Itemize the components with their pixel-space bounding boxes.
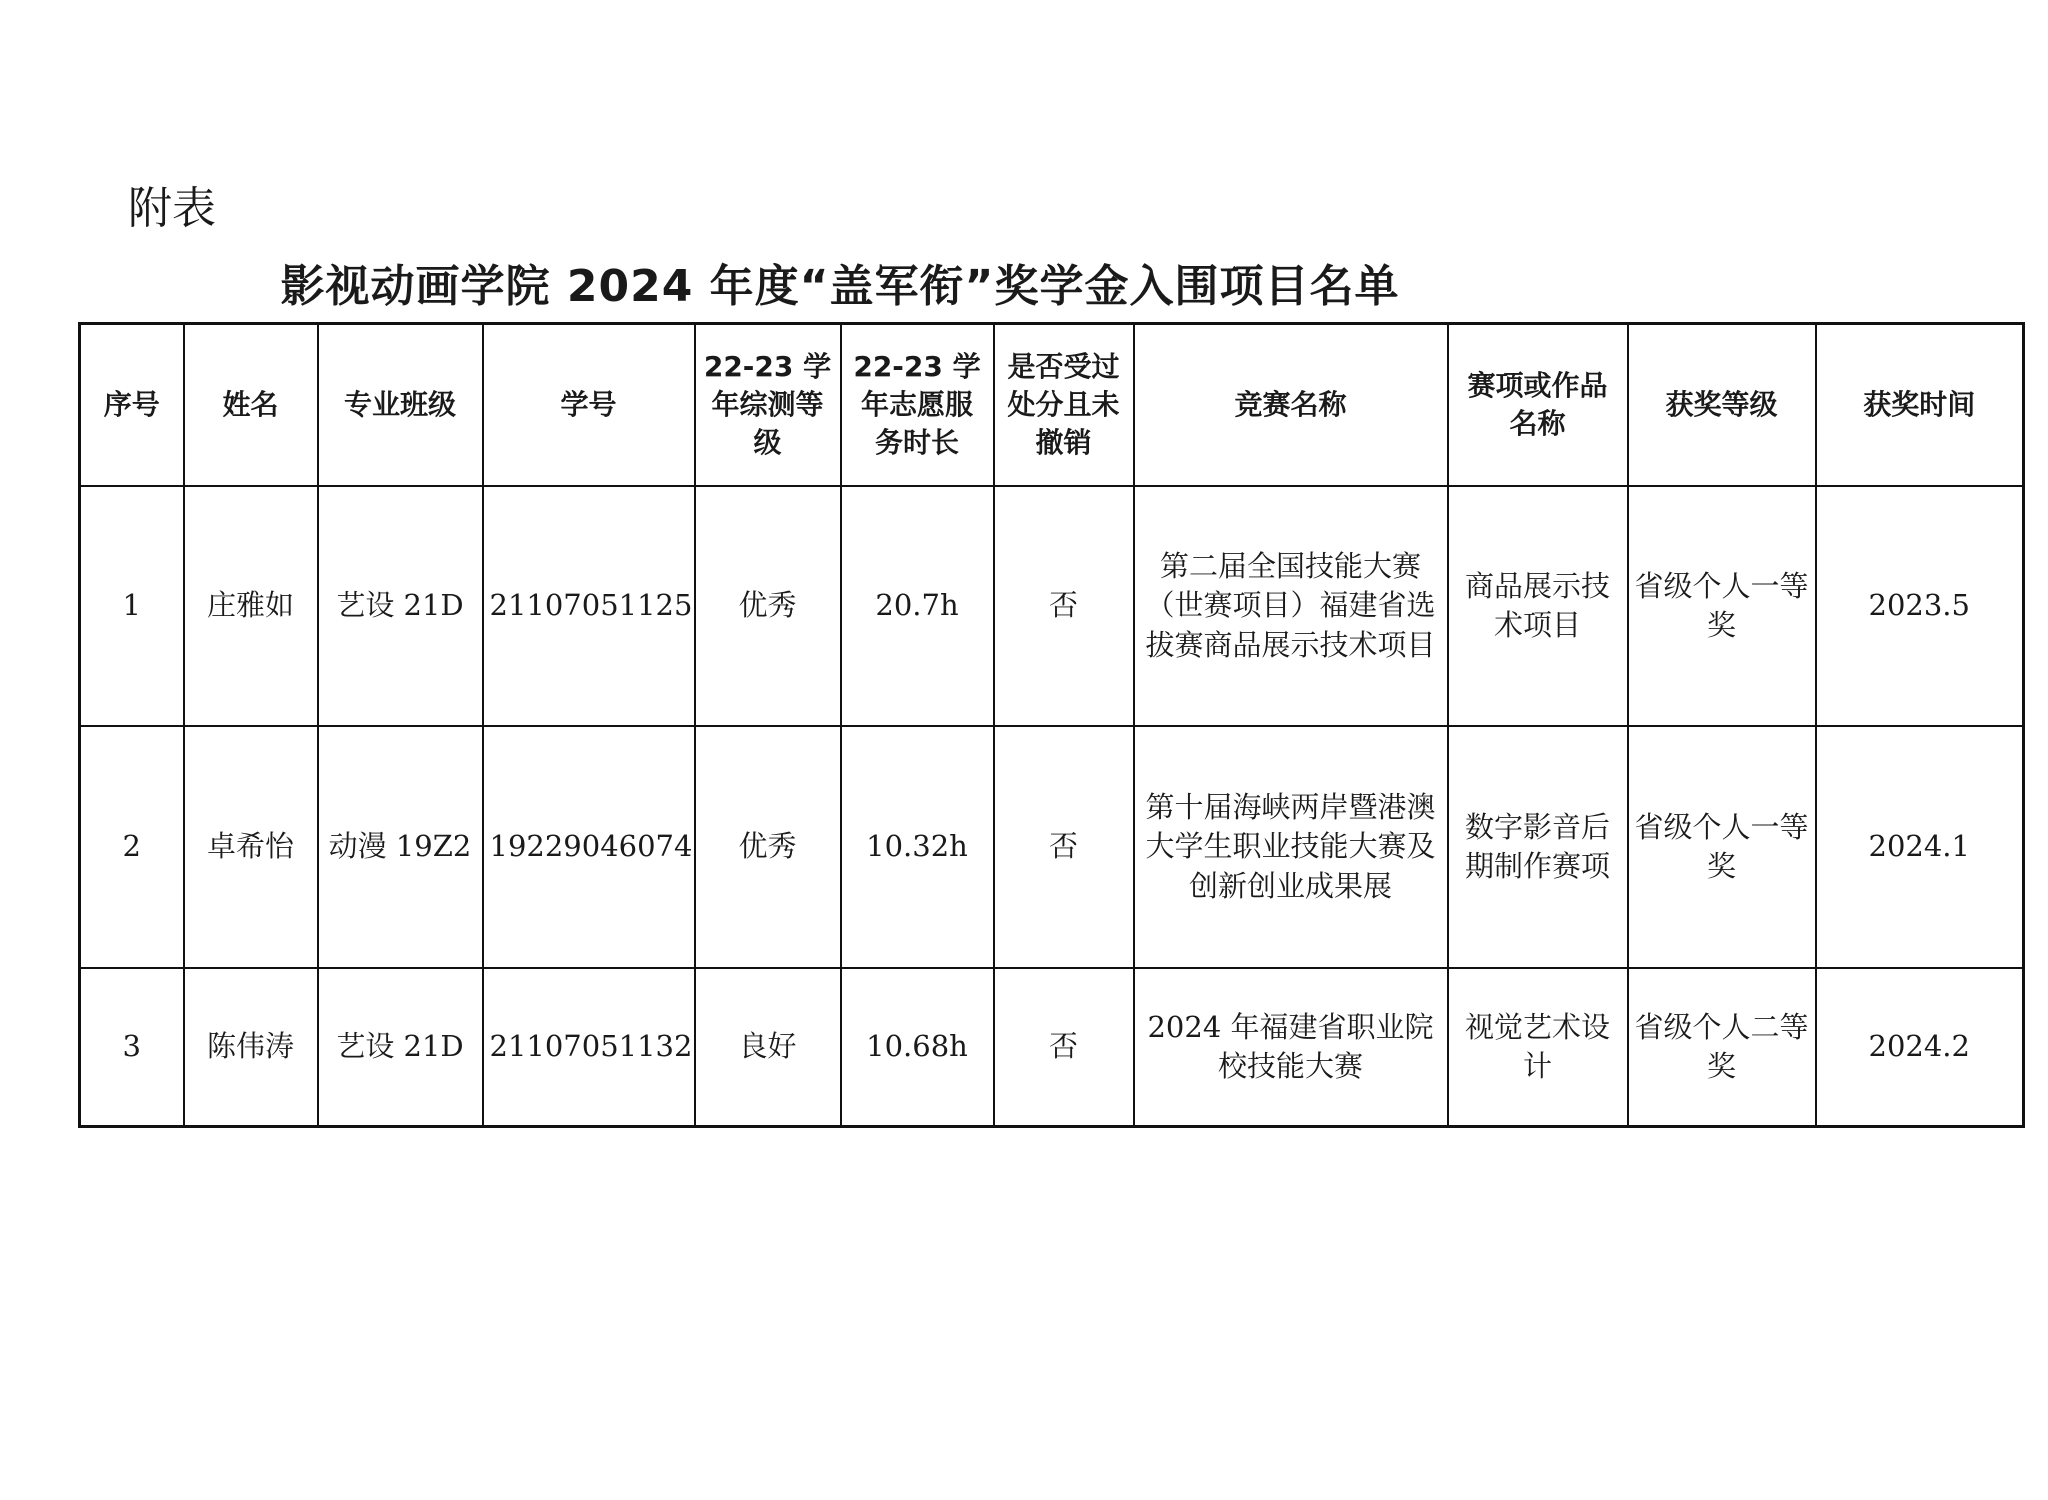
cell-award-level: 省级个人二等奖 [1628,968,1816,1127]
cell-index: 1 [80,486,184,726]
cell-name: 庄雅如 [184,486,318,726]
header-disciplined: 是否受过处分且未撤销 [994,324,1134,487]
header-award-time: 获奖时间 [1816,324,2024,487]
table-row [80,726,2024,968]
cell-index: 3 [80,968,184,1127]
scholarship-table [78,322,2025,1128]
table-row [80,486,2024,726]
cell-competition: 第二届全国技能大赛（世赛项目）福建省选拔赛商品展示技术项目 [1134,486,1448,726]
cell-disciplined: 否 [994,726,1134,968]
cell-competition: 第十届海峡两岸暨港澳大学生职业技能大赛及创新创业成果展 [1134,726,1448,968]
cell-student-id: 19229046074 [483,726,695,968]
cell-class: 艺设 21D [318,968,483,1127]
header-volunteer-hours: 22-23 学年志愿服务时长 [841,324,994,487]
cell-disciplined: 否 [994,968,1134,1127]
cell-volunteer-hours: 10.68h [841,968,994,1127]
header-grade: 22-23 学年综测等级 [695,324,841,487]
cell-event: 视觉艺术设计 [1448,968,1628,1127]
cell-volunteer-hours: 20.7h [841,486,994,726]
cell-index: 2 [80,726,184,968]
header-event: 赛项或作品名称 [1448,324,1628,487]
header-award-level: 获奖等级 [1628,324,1816,487]
cell-award-time: 2024.1 [1816,726,2024,968]
cell-grade: 优秀 [695,726,841,968]
cell-competition: 2024 年福建省职业院校技能大赛 [1134,968,1448,1127]
cell-award-time: 2023.5 [1816,486,2024,726]
cell-event: 商品展示技术项目 [1448,486,1628,726]
cell-name: 卓希怡 [184,726,318,968]
document-title: 影视动画学院 2024 年度“盖军衔”奖学金入围项目名单 [280,261,1400,312]
cell-award-level: 省级个人一等奖 [1628,486,1816,726]
header-class: 专业班级 [318,324,483,487]
cell-grade: 良好 [695,968,841,1127]
table-header-row [80,324,2024,487]
cell-award-time: 2024.2 [1816,968,2024,1127]
cell-award-level: 省级个人一等奖 [1628,726,1816,968]
cell-class: 艺设 21D [318,486,483,726]
header-competition: 竞赛名称 [1134,324,1448,487]
cell-event: 数字影音后期制作赛项 [1448,726,1628,968]
cell-student-id: 21107051132 [483,968,695,1127]
cell-disciplined: 否 [994,486,1134,726]
header-index: 序号 [80,324,184,487]
cell-student-id: 21107051125 [483,486,695,726]
cell-name: 陈伟涛 [184,968,318,1127]
header-student-id: 学号 [483,324,695,487]
cell-grade: 优秀 [695,486,841,726]
header-name: 姓名 [184,324,318,487]
cell-volunteer-hours: 10.32h [841,726,994,968]
attachment-label: 附表 [128,183,216,234]
table-row [80,968,2024,1127]
cell-class: 动漫 19Z2 [318,726,483,968]
